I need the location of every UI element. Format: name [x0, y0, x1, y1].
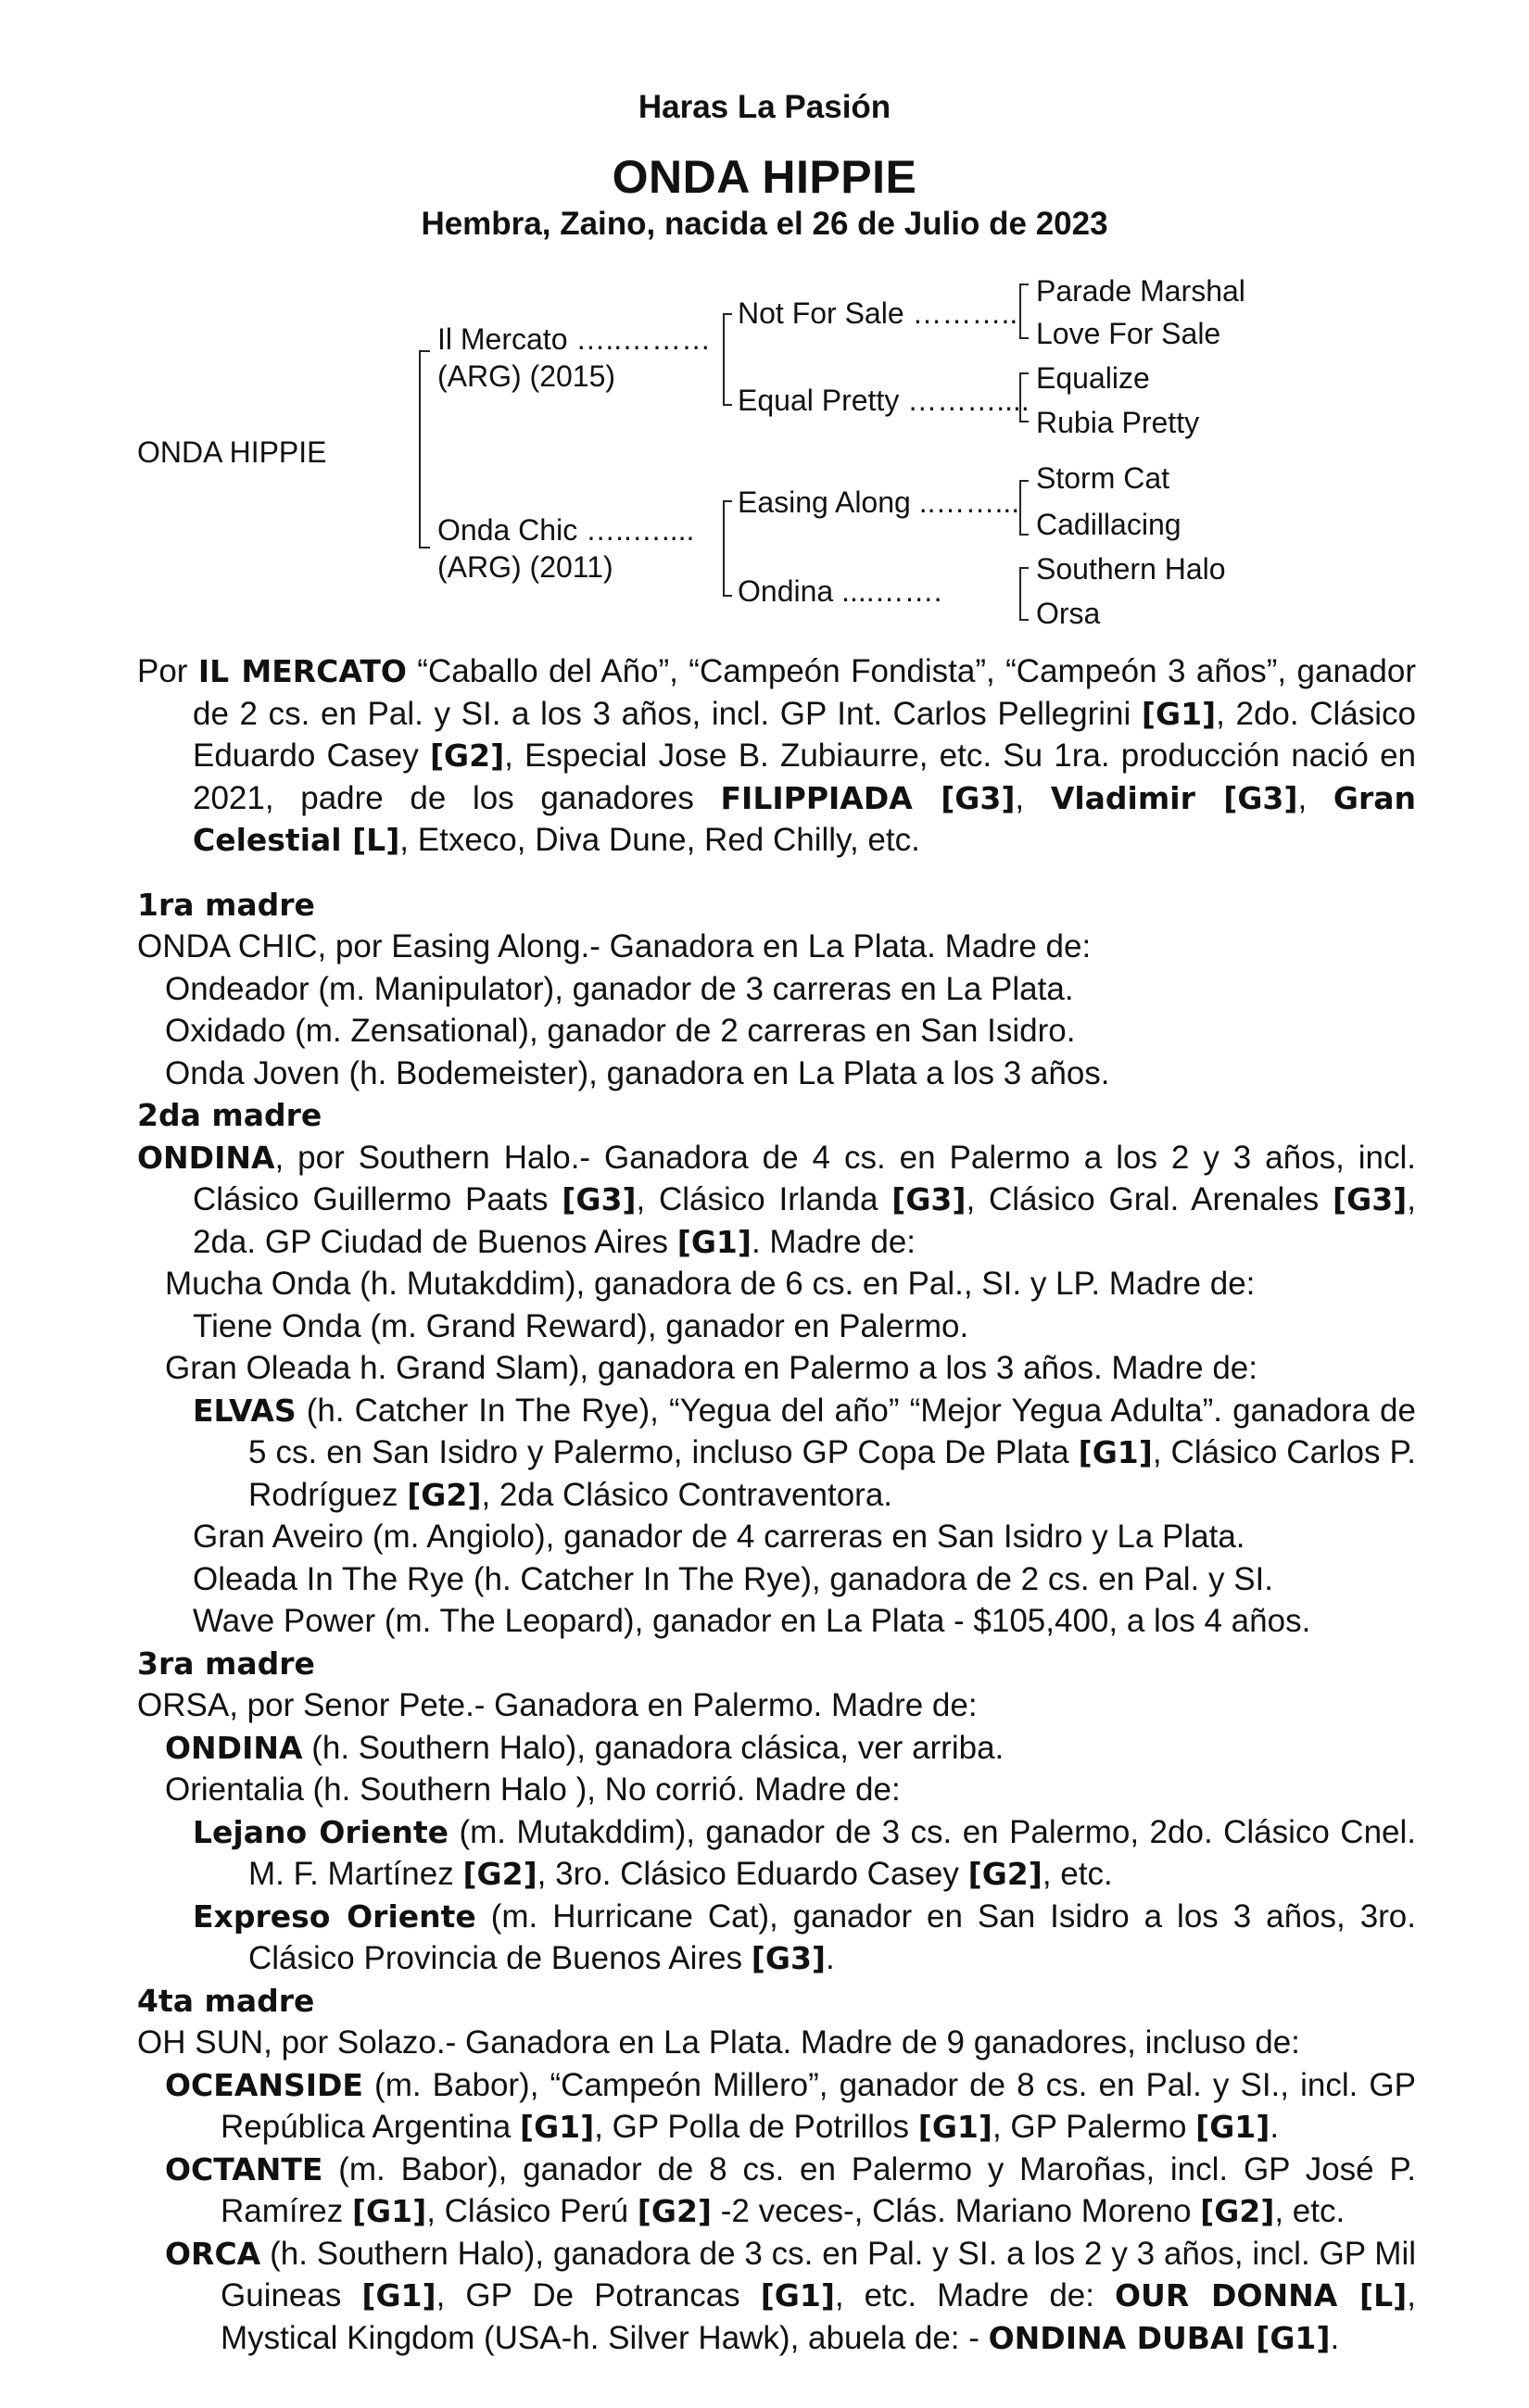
madre3-ondina: ONDINA (h. Southern Halo), ganadora clásica, ver arriba.	[165, 1729, 1005, 1766]
gen3-2: Love For Sale	[1036, 317, 1221, 350]
dam-name: Onda Chic …..…....	[437, 513, 695, 547]
pedigree-subject: ONDA HIPPIE	[137, 435, 327, 469]
gen3-4: Rubia Pretty	[1036, 406, 1200, 439]
madre2-gran-oleada: Gran Oleada h. Grand Slam), ganadora en Palermo a los 3 años. Madre de:	[165, 1350, 1257, 1386]
gen2-sire-sire: Not For Sale ………..	[738, 296, 1018, 330]
sire-origin: (ARG) (2015)	[437, 359, 616, 393]
dam-origin: (ARG) (2011)	[437, 550, 613, 584]
sire-paragraph: Por IL MERCATO “Caballo del Año”, “Campeón Fondista”, “Campeón 3 años”, ganador de 2 cs. en Pal. y SI. a los 3 años, incl. GP Int. Carlos Pellegrini [G1], 2do. Clásico Eduardo Casey [G2], Especial Jose B. Zubiaurre, etc. Su 1ra. producción nació en 2021, padre de los ganadores FILIPPIADA [G3], Vladimir [G3], Gran Celestial [L], Etxeco, Diva Dune, Red Chilly, etc.	[137, 653, 1417, 858]
madre3-intro: ORSA, por Senor Pete.- Ganadora en Palermo. Madre de:	[137, 1687, 978, 1723]
sire-name: Il Mercato …..………	[437, 322, 712, 356]
gen2-dam-sire: Easing Along ..……...	[738, 485, 1020, 519]
heading-madre-3: 3ra madre	[137, 1645, 315, 1682]
madre4-intro: OH SUN, por Solazo.- Ganadora en La Plata. Madre de 9 ganadores, incluso de:	[137, 2024, 1300, 2061]
madre3-expreso-oriente: Expreso Oriente (m. Hurricane Cat), ganador en San Isidro a los 3 años, 3ro. Clásico Provincia de Buenos Aires [G3].	[193, 1897, 1416, 1976]
madre3-orientalia: Orientalia (h. Southern Halo ), No corrió. Madre de:	[165, 1771, 901, 1808]
heading-madre-1: 1ra madre	[137, 886, 315, 923]
gen3-3: Equalize	[1036, 361, 1150, 395]
madre2-gran-aveiro: Gran Aveiro (m. Angiolo), ganador de 4 carreras en San Isidro y La Plata.	[193, 1519, 1245, 1555]
madre2-tiene-onda: Tiene Onda (m. Grand Reward), ganador en Palermo.	[193, 1307, 969, 1344]
gen2-dam-dam: Ondina ....…….	[738, 574, 942, 608]
madre2-intro: ONDINA, por Southern Halo.- Ganadora de 4 cs. en Palermo a los 2 y 3 años, incl. Clásico Guillermo Paats [G3], Clásico Irlanda [G3], Clásico Gral. Arenales [G3], 2da. GP Ciudad de Buenos Aires [G1]. Madre de:	[137, 1139, 1416, 1260]
madre1-item: Onda Joven (h. Bodemeister), ganadora en La Plata a los 3 años.	[165, 1054, 1110, 1091]
bracket-g3-2	[1019, 372, 1029, 422]
catalog-body	[137, 650, 1416, 2359]
madre2-mucha-onda: Mucha Onda (h. Mutakddim), ganadora de 6 cs. en Pal., SI. y LP. Madre de:	[165, 1266, 1256, 1302]
bracket-sire	[723, 313, 732, 406]
madre3-lejano-oriente: Lejano Oriente (m. Mutakddim), ganador de 3 cs. en Palermo, 2do. Clásico Cnel. M. F. Martínez [G2], 3ro. Clásico Eduardo Casey [G2], etc.	[193, 1813, 1417, 1892]
madre1-intro: ONDA CHIC, por Easing Along.- Ganadora en La Plata. Madre de:	[137, 928, 1092, 964]
horse-subtitle: Hembra, Zaino, nacida el 26 de Julio de 2023	[421, 206, 1108, 242]
madre4-octante: OCTANTE (m. Babor), ganador de 8 cs. en Palermo y Maroñas, incl. GP José P. Ramírez [G1], Clásico Perú [G2] -2 veces-, Clás. Mariano Moreno [G2], etc.	[165, 2150, 1416, 2229]
gen2-sire-dam: Equal Pretty ………....	[738, 384, 1030, 417]
heading-madre-4: 4ta madre	[137, 1982, 315, 2019]
horse-name: ONDA HIPPIE	[612, 151, 917, 203]
bracket-dam	[723, 500, 732, 597]
gen3-6: Cadillacing	[1036, 508, 1182, 541]
heading-madre-2: 2da madre	[137, 1097, 322, 1133]
madre2-oleada-rye: Oleada In The Rye (h. Catcher In The Rye), ganadora de 2 cs. en Pal. y SI.	[193, 1560, 1274, 1597]
gen3-1: Parade Marshal	[1036, 274, 1245, 308]
madre1-item: Ondeador (m. Manipulator), ganador de 3 carreras en La Plata.	[165, 970, 1074, 1007]
bracket-g3-1	[1019, 284, 1029, 339]
bracket-g3-3	[1019, 480, 1029, 536]
madre2-elvas: ELVAS (h. Catcher In The Rye), “Yegua del año” “Mejor Yegua Adulta”. ganadora de 5 cs. en San Isidro y Palermo, incluso GP Copa De Plata [G1], Clásico Carlos P. Rodríguez [G2], 2da Clásico Contraventora.	[193, 1392, 1417, 1513]
madre4-oceanside: OCEANSIDE (m. Babor), “Campeón Millero”, ganador de 8 cs. en Pal. y SI., incl. GP República Argentina [G1], GP Polla de Potrillos [G1], GP Palermo [G1].	[165, 2066, 1416, 2145]
madre2-wave-power: Wave Power (m. The Leopard), ganador en La Plata - $105,400, a los 4 años.	[193, 1603, 1311, 1639]
gen3-7: Southern Halo	[1036, 552, 1226, 586]
gen3-8: Orsa	[1036, 597, 1101, 630]
madre4-orca: ORCA (h. Southern Halo), ganadora de 3 cs. en Pal. y SI. a los 2 y 3 años, incl. GP Mil Guineas [G1], GP De Potrancas [G1], etc. Madre de: OUR DONNA [L], Mystical Kingdom (USA-h. Silver Hawk), abuela de: - ONDINA DUBAI [G1].	[165, 2235, 1416, 2356]
farm-name: Haras La Pasión	[638, 89, 891, 125]
bracket-g3-4	[1019, 567, 1029, 621]
bracket-gen1	[419, 350, 430, 548]
madre1-item: Oxidado (m. Zensational), ganador de 2 carreras en San Isidro.	[165, 1013, 1076, 1049]
pedigree-tree	[0, 0, 1529, 649]
gen3-5: Storm Cat	[1036, 461, 1170, 495]
